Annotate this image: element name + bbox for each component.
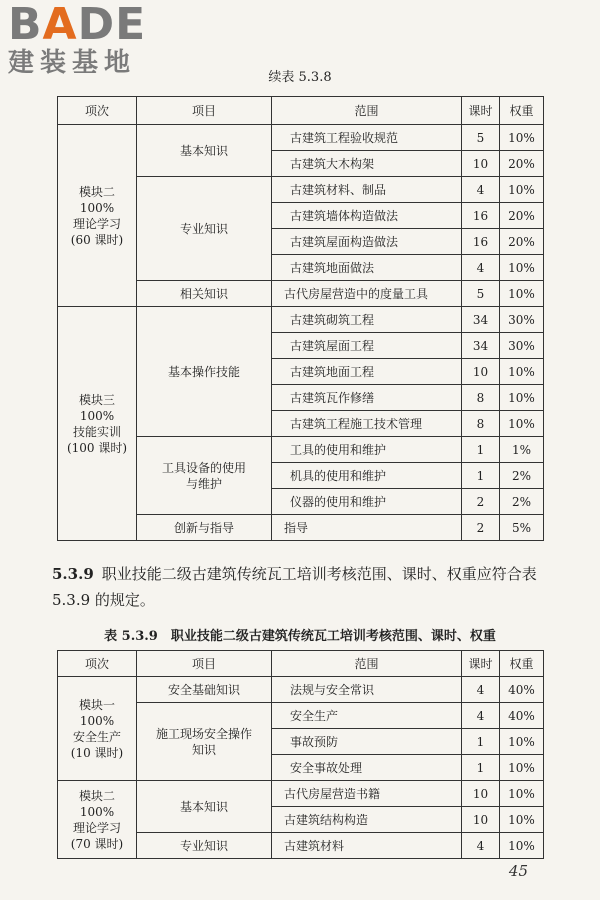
hours-cell: 2 xyxy=(462,489,500,515)
scope-cell: 古建筑屋面工程 xyxy=(272,333,462,359)
scope-cell: 古建筑工程验收规范 xyxy=(272,125,462,151)
table-row xyxy=(58,125,544,151)
scope-cell: 古建筑大木构架 xyxy=(272,151,462,177)
weight-cell: 2% xyxy=(500,463,544,489)
group-cell: 施工现场安全操作 知识 xyxy=(137,703,272,781)
weight-cell: 10% xyxy=(500,755,544,781)
group-cell: 安全基础知识 xyxy=(137,677,272,703)
table-row xyxy=(58,307,544,333)
hours-cell: 8 xyxy=(462,411,500,437)
module-cell: 模块二 100% 理论学习 (60 课时) xyxy=(58,125,137,307)
scope-cell: 古建筑屋面构造做法 xyxy=(272,229,462,255)
hours-cell: 34 xyxy=(462,307,500,333)
hours-cell: 1 xyxy=(462,729,500,755)
header-weight: 权重 xyxy=(500,651,544,677)
hours-cell: 10 xyxy=(462,807,500,833)
weight-cell: 30% xyxy=(500,333,544,359)
scope-cell: 工具的使用和维护 xyxy=(272,437,462,463)
hours-cell: 5 xyxy=(462,281,500,307)
scope-cell: 古建筑地面工程 xyxy=(272,359,462,385)
scope-cell: 指导 xyxy=(272,515,462,541)
weight-cell: 20% xyxy=(500,229,544,255)
hours-cell: 1 xyxy=(462,755,500,781)
section-5-3-9 xyxy=(52,561,552,613)
hours-cell: 4 xyxy=(462,833,500,859)
hours-cell: 1 xyxy=(462,463,500,489)
scope-cell: 古建筑砌筑工程 xyxy=(272,307,462,333)
hours-cell: 16 xyxy=(462,203,500,229)
weight-cell: 10% xyxy=(500,781,544,807)
weight-cell: 10% xyxy=(500,807,544,833)
group-cell: 基本操作技能 xyxy=(137,307,272,437)
hours-cell: 2 xyxy=(462,515,500,541)
weight-cell: 10% xyxy=(500,411,544,437)
hours-cell: 10 xyxy=(462,359,500,385)
scope-cell: 事故预防 xyxy=(272,729,462,755)
group-cell: 基本知识 xyxy=(137,781,272,833)
hours-cell: 34 xyxy=(462,333,500,359)
hours-cell: 10 xyxy=(462,781,500,807)
hours-cell: 4 xyxy=(462,177,500,203)
section-number: 5.3.9 xyxy=(52,565,94,583)
scope-cell: 仪器的使用和维护 xyxy=(272,489,462,515)
module-cell: 模块一 100% 安全生产 (10 课时) xyxy=(58,677,137,781)
weight-cell: 40% xyxy=(500,677,544,703)
module-cell: 模块二 100% 理论学习 (70 课时) xyxy=(58,781,137,859)
scope-cell: 古建筑墙体构造做法 xyxy=(272,203,462,229)
group-cell: 专业知识 xyxy=(137,177,272,281)
scope-cell: 古建筑材料、制品 xyxy=(272,177,462,203)
scope-cell: 古建筑工程施工技术管理 xyxy=(272,411,462,437)
scope-cell: 安全生产 xyxy=(272,703,462,729)
scope-cell: 古建筑瓦作修缮 xyxy=(272,385,462,411)
weight-cell: 10% xyxy=(500,729,544,755)
scope-cell: 安全事故处理 xyxy=(272,755,462,781)
module-cell: 模块三 100% 技能实训 (100 课时) xyxy=(58,307,137,541)
scope-cell: 古建筑结构构造 xyxy=(272,807,462,833)
weight-cell: 10% xyxy=(500,833,544,859)
table2-caption: 表 5.3.9 职业技能二级古建筑传统瓦工培训考核范围、课时、权重 xyxy=(104,629,496,644)
hours-cell: 4 xyxy=(462,703,500,729)
group-cell: 基本知识 xyxy=(137,125,272,177)
weight-cell: 10% xyxy=(500,255,544,281)
group-cell: 专业知识 xyxy=(137,833,272,859)
header-scope: 范围 xyxy=(272,651,462,677)
hours-cell: 5 xyxy=(462,125,500,151)
section-text: 职业技能二级古建筑传统瓦工培训考核范围、课时、权重应符合表 5.3.9 的规定。 xyxy=(52,565,537,609)
hours-cell: 8 xyxy=(462,385,500,411)
hours-cell: 10 xyxy=(462,151,500,177)
header-item-no: 项次 xyxy=(58,97,137,125)
scope-cell: 法规与安全常识 xyxy=(272,677,462,703)
scope-cell: 机具的使用和维护 xyxy=(272,463,462,489)
header-item-no: 项次 xyxy=(58,651,137,677)
weight-cell: 10% xyxy=(500,359,544,385)
page-number: 45 xyxy=(508,862,528,880)
group-cell: 工具设备的使用 与维护 xyxy=(137,437,272,515)
table1-caption: 续表 5.3.8 xyxy=(268,70,332,85)
hours-cell: 4 xyxy=(462,677,500,703)
header-scope: 范围 xyxy=(272,97,462,125)
header-item: 项目 xyxy=(137,97,272,125)
scope-cell: 古建筑地面做法 xyxy=(272,255,462,281)
weight-cell: 10% xyxy=(500,281,544,307)
hours-cell: 4 xyxy=(462,255,500,281)
weight-cell: 20% xyxy=(500,203,544,229)
weight-cell: 2% xyxy=(500,489,544,515)
weight-cell: 10% xyxy=(500,125,544,151)
header-item: 项目 xyxy=(137,651,272,677)
table-row xyxy=(58,677,544,703)
weight-cell: 5% xyxy=(500,515,544,541)
hours-cell: 1 xyxy=(462,437,500,463)
scope-cell: 古代房屋营造书籍 xyxy=(272,781,462,807)
table-header-row xyxy=(58,97,544,125)
weight-cell: 40% xyxy=(500,703,544,729)
weight-cell: 10% xyxy=(500,385,544,411)
group-cell: 创新与指导 xyxy=(137,515,272,541)
table-5-3-8-continued xyxy=(57,96,544,541)
header-hours: 课时 xyxy=(462,97,500,125)
header-hours: 课时 xyxy=(462,651,500,677)
logo-wordmark: BADE xyxy=(8,0,147,50)
table-5-3-9 xyxy=(57,650,544,859)
group-cell: 相关知识 xyxy=(137,281,272,307)
scope-cell: 古建筑材料 xyxy=(272,833,462,859)
weight-cell: 10% xyxy=(500,177,544,203)
table-row xyxy=(58,781,544,807)
weight-cell: 20% xyxy=(500,151,544,177)
weight-cell: 1% xyxy=(500,437,544,463)
logo-subtitle: 建装基地 xyxy=(8,48,137,78)
header-weight: 权重 xyxy=(500,97,544,125)
hours-cell: 16 xyxy=(462,229,500,255)
table-header-row xyxy=(58,651,544,677)
scope-cell: 古代房屋营造中的度量工具 xyxy=(272,281,462,307)
weight-cell: 30% xyxy=(500,307,544,333)
